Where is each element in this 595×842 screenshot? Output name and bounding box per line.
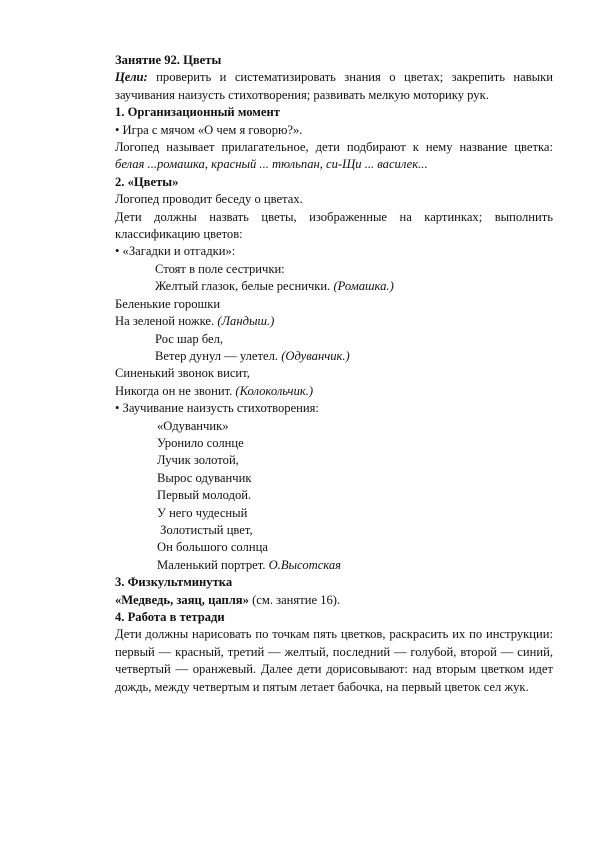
riddle3-answer: (Одуванчик.) <box>281 348 350 363</box>
riddle2-line2 <box>115 313 553 330</box>
riddle1-line2 <box>115 278 553 295</box>
goals-text: проверить и систематизировать знания о цветах; закрепить навыки заучивания наизусть стихотворения; развивать мелкую моторику рук. <box>115 70 553 102</box>
lesson-title: Занятие 92. Цветы <box>115 53 222 67</box>
poem-line: Золотистый цвет, <box>157 522 253 537</box>
poem-line: Он большого солнца <box>157 540 268 555</box>
section3-heading: 3. Физкультминутка <box>115 575 233 590</box>
memorize-label: • Заучивание наизусть стихотворения: <box>115 401 319 416</box>
poem-line: Уронило солнце <box>157 435 244 450</box>
poem-last-text: Маленький портрет. <box>157 557 269 572</box>
section4-text: Дети должны нарисовать по точкам пять цветков, раскрасить их по инструкции: первый — красный, третий — желтый, последний — голубой, второй — синий, четвертый — оранжевый. Далее дети дорисовывают: над вторым цветком идет дождь, между четвертым и пятым летает бабочка, на первый цветок сел жук. <box>115 627 553 694</box>
section3-reference: (см. занятие 16). <box>248 592 341 607</box>
riddle4-text: Никогда он не звонит. <box>115 383 236 398</box>
riddle2-line1: Беленькие горошки <box>115 296 221 311</box>
section3-text <box>115 592 553 609</box>
section1-text <box>115 139 553 174</box>
section3-game-name: «Медведь, заяц, цапля» <box>115 592 249 607</box>
riddle4-line1: Синенький звонок висит, <box>115 366 250 381</box>
riddle1-answer: (Ромашка.) <box>333 279 394 294</box>
poem-line: Вырос одуванчик <box>157 470 252 485</box>
poem-last-line <box>115 557 553 574</box>
poem-line: Первый молодой. <box>157 488 252 503</box>
poem-line: Лучик золотой, <box>157 453 239 468</box>
section4-heading: 4. Работа в тетради <box>115 610 225 624</box>
section1-examples: белая ...ромашка, красный ... тюльпан, си-Щи ... василек... <box>115 157 428 172</box>
section2-heading: 2. «Цветы» <box>115 174 179 189</box>
poem-author: О.Высотская <box>268 557 342 572</box>
section2-p2: Дети должны назвать цветы, изображенные на картинках; выполнить классификацию цветов: <box>115 209 553 242</box>
riddle3-text: Ветер дунул — улетел. <box>155 348 282 363</box>
riddle1-line1: Стоят в поле сестрички: <box>155 261 285 276</box>
goals-label: Цели: <box>115 70 148 85</box>
poem-title: «Одуванчик» <box>157 418 229 433</box>
section1-game: • Игра с мячом «О чем я говорю?». <box>115 122 303 137</box>
poem-line: У него чудесный <box>157 505 248 520</box>
riddle2-text: На зеленой ножке. <box>115 314 218 329</box>
riddle1-text: Желтый глазок, белые реснички. <box>155 279 334 294</box>
riddle3-line1: Рос шар бел, <box>155 331 224 346</box>
section2-p1: Логопед проводит беседу о цветах. <box>115 192 303 207</box>
riddles-label: • «Загадки и отгадки»: <box>115 244 236 259</box>
riddle3-line2 <box>115 348 553 365</box>
riddle4-answer: (Колокольчик.) <box>235 383 314 398</box>
riddle2-answer: (Ландыш.) <box>217 314 275 329</box>
section1-heading: 1. Организационный момент <box>115 105 280 120</box>
document-page <box>115 52 553 696</box>
section1-instruction: Логопед называет прилагательное, дети подбирают к нему название цветка: <box>115 140 553 155</box>
goals-paragraph <box>115 69 553 104</box>
riddle4-line2 <box>115 383 553 400</box>
